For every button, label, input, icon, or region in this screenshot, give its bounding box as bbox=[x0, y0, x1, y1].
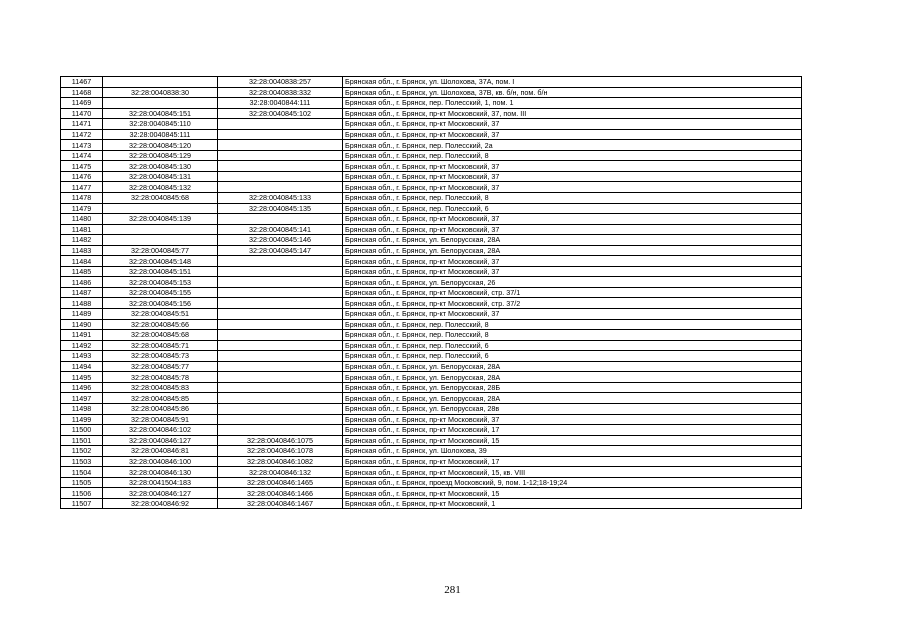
table-row bbox=[61, 309, 802, 320]
object-number-cell bbox=[218, 182, 343, 193]
parcel-number-cell: 32:28:0040845:130 bbox=[103, 161, 218, 172]
parcel-number-cell: 32:28:0040845:68 bbox=[103, 193, 218, 204]
parcel-number-cell: 32:28:0040845:51 bbox=[103, 309, 218, 320]
table-row bbox=[61, 171, 802, 182]
parcel-number-cell: 32:28:0040845:71 bbox=[103, 340, 218, 351]
object-number-cell: 32:28:0040845:133 bbox=[218, 193, 343, 204]
address-cell: Брянская обл., г. Брянск, пр-кт Московский, 37 bbox=[343, 256, 802, 267]
object-number-cell: 32:28:0040838:332 bbox=[218, 87, 343, 98]
parcel-number-cell: 32:28:0040845:155 bbox=[103, 287, 218, 298]
table-row bbox=[61, 298, 802, 309]
parcel-number-cell: 32:28:0040846:127 bbox=[103, 488, 218, 499]
object-number-cell bbox=[218, 161, 343, 172]
table-row bbox=[61, 351, 802, 362]
row-number-cell: 11486 bbox=[61, 277, 103, 288]
address-cell: Брянская обл., г. Брянск, пр-кт Московский, 37 bbox=[343, 161, 802, 172]
row-number-cell: 11497 bbox=[61, 393, 103, 404]
parcel-number-cell: 32:28:0041504:183 bbox=[103, 477, 218, 488]
object-number-cell bbox=[218, 140, 343, 151]
object-number-cell: 32:28:0040845:146 bbox=[218, 235, 343, 246]
object-number-cell bbox=[218, 277, 343, 288]
parcel-number-cell bbox=[103, 224, 218, 235]
table-row bbox=[61, 456, 802, 467]
address-cell: Брянская обл., г. Брянск, пр-кт Московский, 37 bbox=[343, 309, 802, 320]
object-number-cell: 32:28:0040845:135 bbox=[218, 203, 343, 214]
row-number-cell: 11481 bbox=[61, 224, 103, 235]
table-row bbox=[61, 498, 802, 509]
table-row bbox=[61, 119, 802, 130]
row-number-cell: 11472 bbox=[61, 129, 103, 140]
row-number-cell: 11490 bbox=[61, 319, 103, 330]
parcel-number-cell bbox=[103, 203, 218, 214]
row-number-cell: 11480 bbox=[61, 214, 103, 225]
address-cell: Брянская обл., г. Брянск, ул. Белорусская, 28А bbox=[343, 245, 802, 256]
parcel-number-cell: 32:28:0040845:151 bbox=[103, 108, 218, 119]
address-cell: Брянская обл., г. Брянск, пер. Полесский, 6 bbox=[343, 351, 802, 362]
row-number-cell: 11499 bbox=[61, 414, 103, 425]
address-cell: Брянская обл., г. Брянск, ул. Шолохова, 37А, пом. I bbox=[343, 77, 802, 88]
parcel-number-cell: 32:28:0040845:148 bbox=[103, 256, 218, 267]
object-number-cell bbox=[218, 119, 343, 130]
object-number-cell bbox=[218, 382, 343, 393]
object-number-cell bbox=[218, 414, 343, 425]
row-number-cell: 11500 bbox=[61, 425, 103, 436]
table-row bbox=[61, 140, 802, 151]
parcel-number-cell: 32:28:0040845:129 bbox=[103, 150, 218, 161]
table-row bbox=[61, 235, 802, 246]
address-cell: Брянская обл., г. Брянск, пр-кт Московский, 15 bbox=[343, 435, 802, 446]
row-number-cell: 11467 bbox=[61, 77, 103, 88]
parcel-number-cell: 32:28:0040845:77 bbox=[103, 245, 218, 256]
row-number-cell: 11477 bbox=[61, 182, 103, 193]
table-row bbox=[61, 372, 802, 383]
address-cell: Брянская обл., г. Брянск, пр-кт Московский, 1 bbox=[343, 498, 802, 509]
parcel-number-cell: 32:28:0040845:86 bbox=[103, 403, 218, 414]
object-number-cell bbox=[218, 340, 343, 351]
table-row bbox=[61, 287, 802, 298]
row-number-cell: 11498 bbox=[61, 403, 103, 414]
row-number-cell: 11473 bbox=[61, 140, 103, 151]
table-row bbox=[61, 182, 802, 193]
address-cell: Брянская обл., г. Брянск, пр-кт Московский, 15 bbox=[343, 488, 802, 499]
object-number-cell: 32:28:0040846:1078 bbox=[218, 446, 343, 457]
object-number-cell bbox=[218, 351, 343, 362]
table-row bbox=[61, 277, 802, 288]
address-cell: Брянская обл., г. Брянск, ул. Белорусская, 26 bbox=[343, 277, 802, 288]
row-number-cell: 11485 bbox=[61, 266, 103, 277]
row-number-cell: 11471 bbox=[61, 119, 103, 130]
parcel-number-cell: 32:28:0040845:156 bbox=[103, 298, 218, 309]
address-cell: Брянская обл., г. Брянск, пр-кт Московский, 37 bbox=[343, 182, 802, 193]
object-number-cell: 32:28:0040846:1082 bbox=[218, 456, 343, 467]
object-number-cell bbox=[218, 330, 343, 341]
object-number-cell: 32:28:0040846:1465 bbox=[218, 477, 343, 488]
row-number-cell: 11493 bbox=[61, 351, 103, 362]
object-number-cell bbox=[218, 287, 343, 298]
address-cell: Брянская обл., г. Брянск, пр-кт Московский, 37 bbox=[343, 171, 802, 182]
parcel-number-cell: 32:28:0040846:92 bbox=[103, 498, 218, 509]
row-number-cell: 11482 bbox=[61, 235, 103, 246]
object-number-cell: 32:28:0040846:132 bbox=[218, 467, 343, 478]
address-cell: Брянская обл., г. Брянск, ул. Шолохова, 39 bbox=[343, 446, 802, 457]
parcel-number-cell: 32:28:0040845:110 bbox=[103, 119, 218, 130]
object-number-cell: 32:28:0040845:141 bbox=[218, 224, 343, 235]
parcel-number-cell: 32:28:0040845:66 bbox=[103, 319, 218, 330]
address-cell: Брянская обл., г. Брянск, ул. Шолохова, 37В, кв. б/н, пом. б/н bbox=[343, 87, 802, 98]
row-number-cell: 11483 bbox=[61, 245, 103, 256]
object-number-cell bbox=[218, 425, 343, 436]
object-number-cell: 32:28:0040844:111 bbox=[218, 98, 343, 109]
row-number-cell: 11506 bbox=[61, 488, 103, 499]
address-cell: Брянская обл., г. Брянск, ул. Белорусская, 28А bbox=[343, 393, 802, 404]
object-number-cell bbox=[218, 129, 343, 140]
address-cell: Брянская обл., г. Брянск, пр-кт Московский, 37 bbox=[343, 224, 802, 235]
table-row bbox=[61, 224, 802, 235]
row-number-cell: 11501 bbox=[61, 435, 103, 446]
object-number-cell bbox=[218, 256, 343, 267]
address-cell: Брянская обл., г. Брянск, пр-кт Московский, 15, кв. VIII bbox=[343, 467, 802, 478]
address-cell: Брянская обл., г. Брянск, пр-кт Московский, 37 bbox=[343, 214, 802, 225]
object-number-cell bbox=[218, 171, 343, 182]
address-cell: Брянская обл., г. Брянск, пр-кт Московский, 37, пом. III bbox=[343, 108, 802, 119]
address-cell: Брянская обл., г. Брянск, ул. Белорусская, 28Б bbox=[343, 382, 802, 393]
address-cell: Брянская обл., г. Брянск, ул. Белорусская, 28в bbox=[343, 403, 802, 414]
address-cell: Брянская обл., г. Брянск, пер. Полесский, 8 bbox=[343, 150, 802, 161]
parcel-number-cell: 32:28:0040845:78 bbox=[103, 372, 218, 383]
table-row bbox=[61, 193, 802, 204]
row-number-cell: 11507 bbox=[61, 498, 103, 509]
table-row bbox=[61, 488, 802, 499]
row-number-cell: 11484 bbox=[61, 256, 103, 267]
row-number-cell: 11491 bbox=[61, 330, 103, 341]
row-number-cell: 11489 bbox=[61, 309, 103, 320]
row-number-cell: 11474 bbox=[61, 150, 103, 161]
table-row bbox=[61, 203, 802, 214]
table-row bbox=[61, 446, 802, 457]
parcel-number-cell: 32:28:0040845:120 bbox=[103, 140, 218, 151]
parcel-number-cell bbox=[103, 98, 218, 109]
object-number-cell: 32:28:0040845:102 bbox=[218, 108, 343, 119]
object-number-cell bbox=[218, 319, 343, 330]
object-number-cell: 32:28:0040846:1466 bbox=[218, 488, 343, 499]
row-number-cell: 11478 bbox=[61, 193, 103, 204]
table-row bbox=[61, 425, 802, 436]
row-number-cell: 11475 bbox=[61, 161, 103, 172]
address-cell: Брянская обл., г. Брянск, пер. Полесский, 2а bbox=[343, 140, 802, 151]
row-number-cell: 11495 bbox=[61, 372, 103, 383]
object-number-cell: 32:28:0040845:147 bbox=[218, 245, 343, 256]
table-row bbox=[61, 319, 802, 330]
address-cell: Брянская обл., г. Брянск, ул. Белорусская, 28А bbox=[343, 235, 802, 246]
table-row bbox=[61, 214, 802, 225]
row-number-cell: 11488 bbox=[61, 298, 103, 309]
table-row bbox=[61, 108, 802, 119]
object-number-cell bbox=[218, 309, 343, 320]
parcel-number-cell: 32:28:0040845:73 bbox=[103, 351, 218, 362]
table-row bbox=[61, 87, 802, 98]
table-row bbox=[61, 467, 802, 478]
row-number-cell: 11505 bbox=[61, 477, 103, 488]
address-cell: Брянская обл., г. Брянск, пр-кт Московский, 37 bbox=[343, 129, 802, 140]
address-cell: Брянская обл., г. Брянск, пер. Полесский, 6 bbox=[343, 340, 802, 351]
parcel-number-cell: 32:28:0040845:83 bbox=[103, 382, 218, 393]
address-cell: Брянская обл., г. Брянск, пер. Полесский, 8 bbox=[343, 319, 802, 330]
table-row bbox=[61, 435, 802, 446]
address-cell: Брянская обл., г. Брянск, проезд Московский, 9, пом. 1-12;18-19;24 bbox=[343, 477, 802, 488]
table-row bbox=[61, 330, 802, 341]
parcel-number-cell: 32:28:0040838:30 bbox=[103, 87, 218, 98]
table-row bbox=[61, 414, 802, 425]
table-row bbox=[61, 403, 802, 414]
address-cell: Брянская обл., г. Брянск, ул. Белорусская, 28А bbox=[343, 361, 802, 372]
table-row bbox=[61, 150, 802, 161]
row-number-cell: 11504 bbox=[61, 467, 103, 478]
table-row bbox=[61, 477, 802, 488]
parcel-number-cell: 32:28:0040846:100 bbox=[103, 456, 218, 467]
row-number-cell: 11496 bbox=[61, 382, 103, 393]
parcel-number-cell: 32:28:0040845:153 bbox=[103, 277, 218, 288]
address-cell: Брянская обл., г. Брянск, пр-кт Московский, 17 bbox=[343, 425, 802, 436]
row-number-cell: 11487 bbox=[61, 287, 103, 298]
row-number-cell: 11479 bbox=[61, 203, 103, 214]
address-cell: Брянская обл., г. Брянск, пр-кт Московский, 37 bbox=[343, 266, 802, 277]
parcel-number-cell: 32:28:0040845:111 bbox=[103, 129, 218, 140]
row-number-cell: 11476 bbox=[61, 171, 103, 182]
parcel-number-cell: 32:28:0040845:68 bbox=[103, 330, 218, 341]
object-number-cell bbox=[218, 372, 343, 383]
address-cell: Брянская обл., г. Брянск, ул. Белорусская, 28А bbox=[343, 372, 802, 383]
parcel-number-cell: 32:28:0040846:127 bbox=[103, 435, 218, 446]
row-number-cell: 11494 bbox=[61, 361, 103, 372]
page-number: 281 bbox=[444, 584, 461, 596]
table-row bbox=[61, 77, 802, 88]
table-row bbox=[61, 393, 802, 404]
table-row bbox=[61, 256, 802, 267]
address-cell: Брянская обл., г. Брянск, пер. Полесский, 8 bbox=[343, 193, 802, 204]
object-number-cell bbox=[218, 266, 343, 277]
table-row bbox=[61, 98, 802, 109]
table-row bbox=[61, 340, 802, 351]
object-number-cell bbox=[218, 393, 343, 404]
address-cell: Брянская обл., г. Брянск, пр-кт Московский, стр. 37/2 bbox=[343, 298, 802, 309]
parcel-number-cell: 32:28:0040845:132 bbox=[103, 182, 218, 193]
table-row bbox=[61, 382, 802, 393]
object-number-cell: 32:28:0040846:1075 bbox=[218, 435, 343, 446]
table-row bbox=[61, 361, 802, 372]
object-number-cell bbox=[218, 214, 343, 225]
object-number-cell bbox=[218, 403, 343, 414]
parcel-number-cell: 32:28:0040846:81 bbox=[103, 446, 218, 457]
row-number-cell: 11492 bbox=[61, 340, 103, 351]
row-number-cell: 11469 bbox=[61, 98, 103, 109]
row-number-cell: 11502 bbox=[61, 446, 103, 457]
table-row bbox=[61, 129, 802, 140]
parcel-number-cell bbox=[103, 77, 218, 88]
parcel-number-cell bbox=[103, 235, 218, 246]
object-number-cell bbox=[218, 298, 343, 309]
table-row bbox=[61, 161, 802, 172]
table-row bbox=[61, 245, 802, 256]
address-cell: Брянская обл., г. Брянск, пер. Полесский, 1, пом. 1 bbox=[343, 98, 802, 109]
address-cell: Брянская обл., г. Брянск, пер. Полесский, 8 bbox=[343, 330, 802, 341]
table-body bbox=[61, 77, 802, 509]
parcel-number-cell: 32:28:0040845:151 bbox=[103, 266, 218, 277]
parcel-number-cell: 32:28:0040846:102 bbox=[103, 425, 218, 436]
row-number-cell: 11470 bbox=[61, 108, 103, 119]
parcel-number-cell: 32:28:0040845:77 bbox=[103, 361, 218, 372]
parcel-number-cell: 32:28:0040845:85 bbox=[103, 393, 218, 404]
address-cell: Брянская обл., г. Брянск, пр-кт Московский, 17 bbox=[343, 456, 802, 467]
object-number-cell bbox=[218, 361, 343, 372]
object-number-cell: 32:28:0040838:257 bbox=[218, 77, 343, 88]
object-number-cell: 32:28:0040846:1467 bbox=[218, 498, 343, 509]
address-cell: Брянская обл., г. Брянск, пр-кт Московский, стр. 37/1 bbox=[343, 287, 802, 298]
address-cell: Брянская обл., г. Брянск, пр-кт Московский, 37 bbox=[343, 119, 802, 130]
parcel-number-cell: 32:28:0040846:130 bbox=[103, 467, 218, 478]
parcel-number-cell: 32:28:0040845:139 bbox=[103, 214, 218, 225]
object-number-cell bbox=[218, 150, 343, 161]
cadastral-table bbox=[60, 76, 802, 509]
table-row bbox=[61, 266, 802, 277]
parcel-number-cell: 32:28:0040845:91 bbox=[103, 414, 218, 425]
parcel-number-cell: 32:28:0040845:131 bbox=[103, 171, 218, 182]
row-number-cell: 11503 bbox=[61, 456, 103, 467]
row-number-cell: 11468 bbox=[61, 87, 103, 98]
address-cell: Брянская обл., г. Брянск, пр-кт Московский, 37 bbox=[343, 414, 802, 425]
address-cell: Брянская обл., г. Брянск, пер. Полесский, 6 bbox=[343, 203, 802, 214]
